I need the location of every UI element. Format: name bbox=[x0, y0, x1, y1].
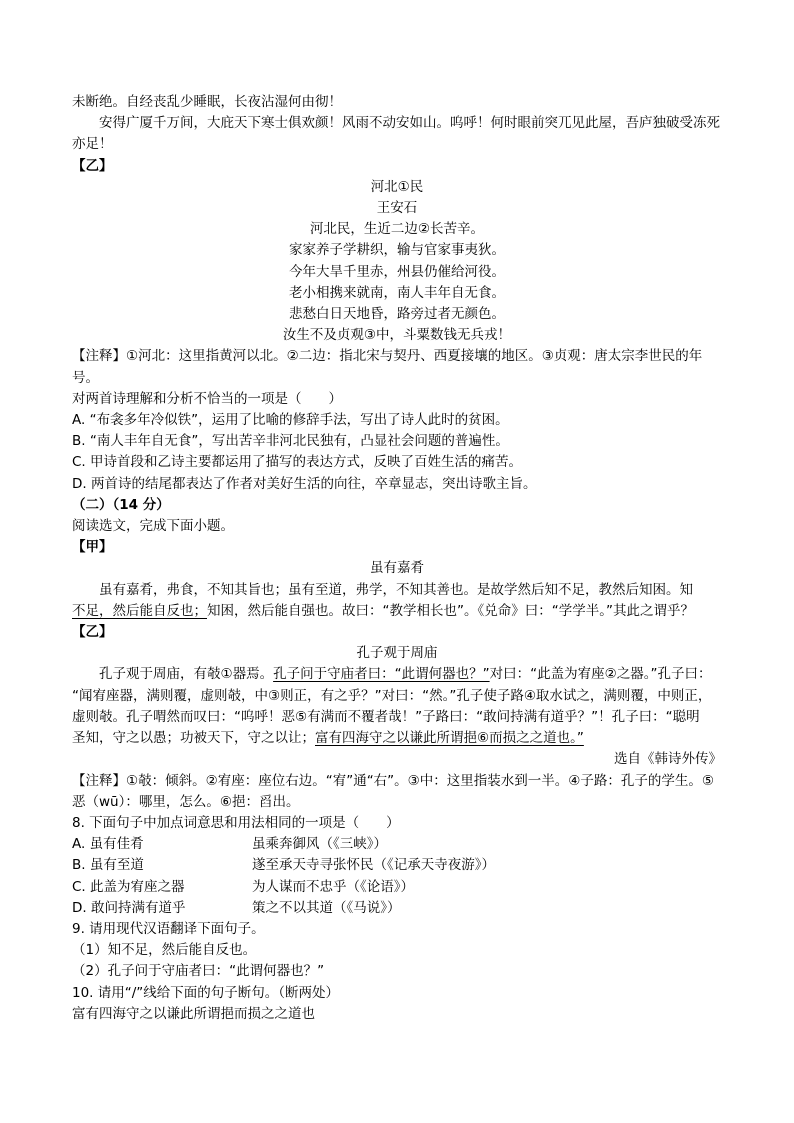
option-compare: 为人谋而不忠乎（《论语》） bbox=[252, 878, 414, 895]
option-compare: 遂至承天寺寻张怀民（《记承天寺夜游》） bbox=[252, 857, 495, 874]
poem1-line-2: 安得广厦千万间，大庇天下寒士俱欢颜！风雨不动安如山。呜呼！何时眼前突兀见此屋，吾庐独破受冻死亦足！ bbox=[72, 115, 720, 153]
poem2-author: 王安石 bbox=[376, 200, 418, 217]
label-yi: 【乙】 bbox=[72, 624, 113, 641]
question-8-option bbox=[72, 877, 722, 898]
underlined-text: 不足，然后能自反也； bbox=[72, 602, 207, 619]
option-phrase: B. 虽有至道 bbox=[72, 857, 144, 874]
section-heading: （二）（14 分） bbox=[72, 496, 170, 513]
underlined-text: 孔子问于守庙者曰：“此谓何器也？” bbox=[273, 666, 490, 683]
question-10-sentence: 富有四海守之以谦此所谓挹而损之之道也 bbox=[72, 1005, 315, 1022]
label-jia: 【甲】 bbox=[72, 539, 113, 556]
note-1: 【注释】①河北：这里指黄河以北。②二边：指北宋与契丹、西夏接壤的地区。③贞观：唐太宗李世民的年号。 bbox=[72, 348, 703, 386]
poem2-line: 河北民，生近二边②长苦辛。 bbox=[309, 221, 485, 238]
prose1-line bbox=[72, 601, 722, 622]
poem2-line: 老小相携来就南，南人丰年自无食。 bbox=[289, 284, 505, 301]
poem2-line: 今年大旱千里赤，州县仍催给河役。 bbox=[289, 263, 505, 280]
question-7-option: A. “布衾多年冷似铁”，运用了比喻的修辞手法，写出了诗人此时的贫困。 bbox=[72, 412, 509, 429]
poem2-title: 河北①民 bbox=[370, 178, 424, 195]
prose2-text: 孔子观于周庙，有攲①器焉。 bbox=[99, 666, 274, 683]
prose2-line: “闻宥座器，满则覆，虚则攲，中③则正，有之乎？”对曰：“然。”孔子使子路④取水试之，满则覆，中则正， bbox=[72, 687, 712, 704]
prose2-line: 虚则攲。孔子喟然而叹曰：“呜呼！恶⑤有满而不覆者哉！”子路曰：“敢问持满有道乎？”！孔子曰：“聪明 bbox=[72, 708, 700, 725]
question-10-stem: 10. 请用“/”线给下面的句子断句。（断两处） bbox=[72, 984, 340, 1001]
option-phrase: A. 虽有佳肴 bbox=[72, 836, 144, 853]
poem1-line-1: 未断绝。自经丧乱少睡眠，长夜沾湿何由彻！ bbox=[72, 94, 342, 110]
label-yi: 【乙】 bbox=[72, 157, 113, 174]
prose2-text: 圣知，守之以愚；功被天下，守之以让； bbox=[72, 730, 315, 747]
prose1-line: 虽有嘉肴，弗食，不知其旨也；虽有至道，弗学，不知其善也。是故学然后知不足，教然后知困。知 bbox=[99, 581, 693, 598]
poem2-line: 汝生不及贞观③中，斗粟数钱无兵戎！ bbox=[282, 327, 512, 344]
question-9-stem: 9. 请用现代汉语翻译下面句子。 bbox=[72, 920, 265, 937]
note-2: 【注释】①攲：倾斜。②宥座：座位右边。“宥”通“右”。③中：这里指装水到一半。④子路：孔子的学生。⑤恶（wū）：哪里，怎么。⑥挹：舀出。 bbox=[72, 772, 714, 810]
prose1-text: 知困，然后能自强也。故曰：“教学相长也”。《兑命》曰：“学学半。”其此之谓乎？ bbox=[207, 602, 694, 619]
option-phrase: C. 此盖为宥座之器 bbox=[72, 878, 185, 895]
poem2-line: 家家养子学耕织，输与官家事夷狄。 bbox=[289, 242, 505, 259]
question-7-stem: 对两首诗理解和分析不恰当的一项是（ ） bbox=[72, 390, 342, 407]
prose1-title: 虽有嘉肴 bbox=[370, 560, 424, 577]
question-8-option bbox=[72, 834, 722, 855]
option-compare: 策之不以其道（《马说》） bbox=[252, 899, 401, 916]
exam-page bbox=[72, 92, 722, 1025]
question-7-option: D. 两首诗的结尾都表达了作者对美好生活的向往，卒章显志，突出诗歌主旨。 bbox=[72, 475, 537, 492]
question-9-item: （1）知不足，然后能自反也。 bbox=[72, 942, 257, 959]
prose2-text: 对曰：“此盖为宥座②之器。”孔子曰： bbox=[489, 666, 712, 683]
question-7-option: C. 甲诗首段和乙诗主要都运用了描写的表达方式，反映了百姓生活的痛苦。 bbox=[72, 454, 523, 471]
question-7-option: B. “南人丰年自无食”，写出苦辛非河北民独有，凸显社会问题的普遍性。 bbox=[72, 433, 509, 450]
prose2-source: 选自《韩诗外传》 bbox=[614, 751, 722, 768]
question-8-stem: 8. 下面句子中加点词意思和用法相同的一项是（ ） bbox=[72, 814, 400, 831]
instruction: 阅读选文，完成下面小题。 bbox=[72, 518, 234, 535]
question-8-option bbox=[72, 855, 722, 876]
prose2-title: 孔子观于周庙 bbox=[356, 645, 438, 662]
underlined-text: 富有四海守之以谦此所谓挹⑥而损之之道也。” bbox=[315, 730, 584, 747]
question-9-item: （2）孔子问于守庙者曰：“此谓何器也？” bbox=[72, 963, 325, 980]
option-phrase: D. 敢问持满有道乎 bbox=[72, 899, 186, 916]
poem2-line: 悲愁白日天地昏，路旁过者无颜色。 bbox=[289, 306, 505, 323]
option-compare: 虽乘奔御风（《三峡》） bbox=[252, 836, 387, 853]
question-8-option bbox=[72, 898, 722, 919]
prose2-line bbox=[72, 728, 722, 749]
prose2-line bbox=[72, 664, 722, 685]
